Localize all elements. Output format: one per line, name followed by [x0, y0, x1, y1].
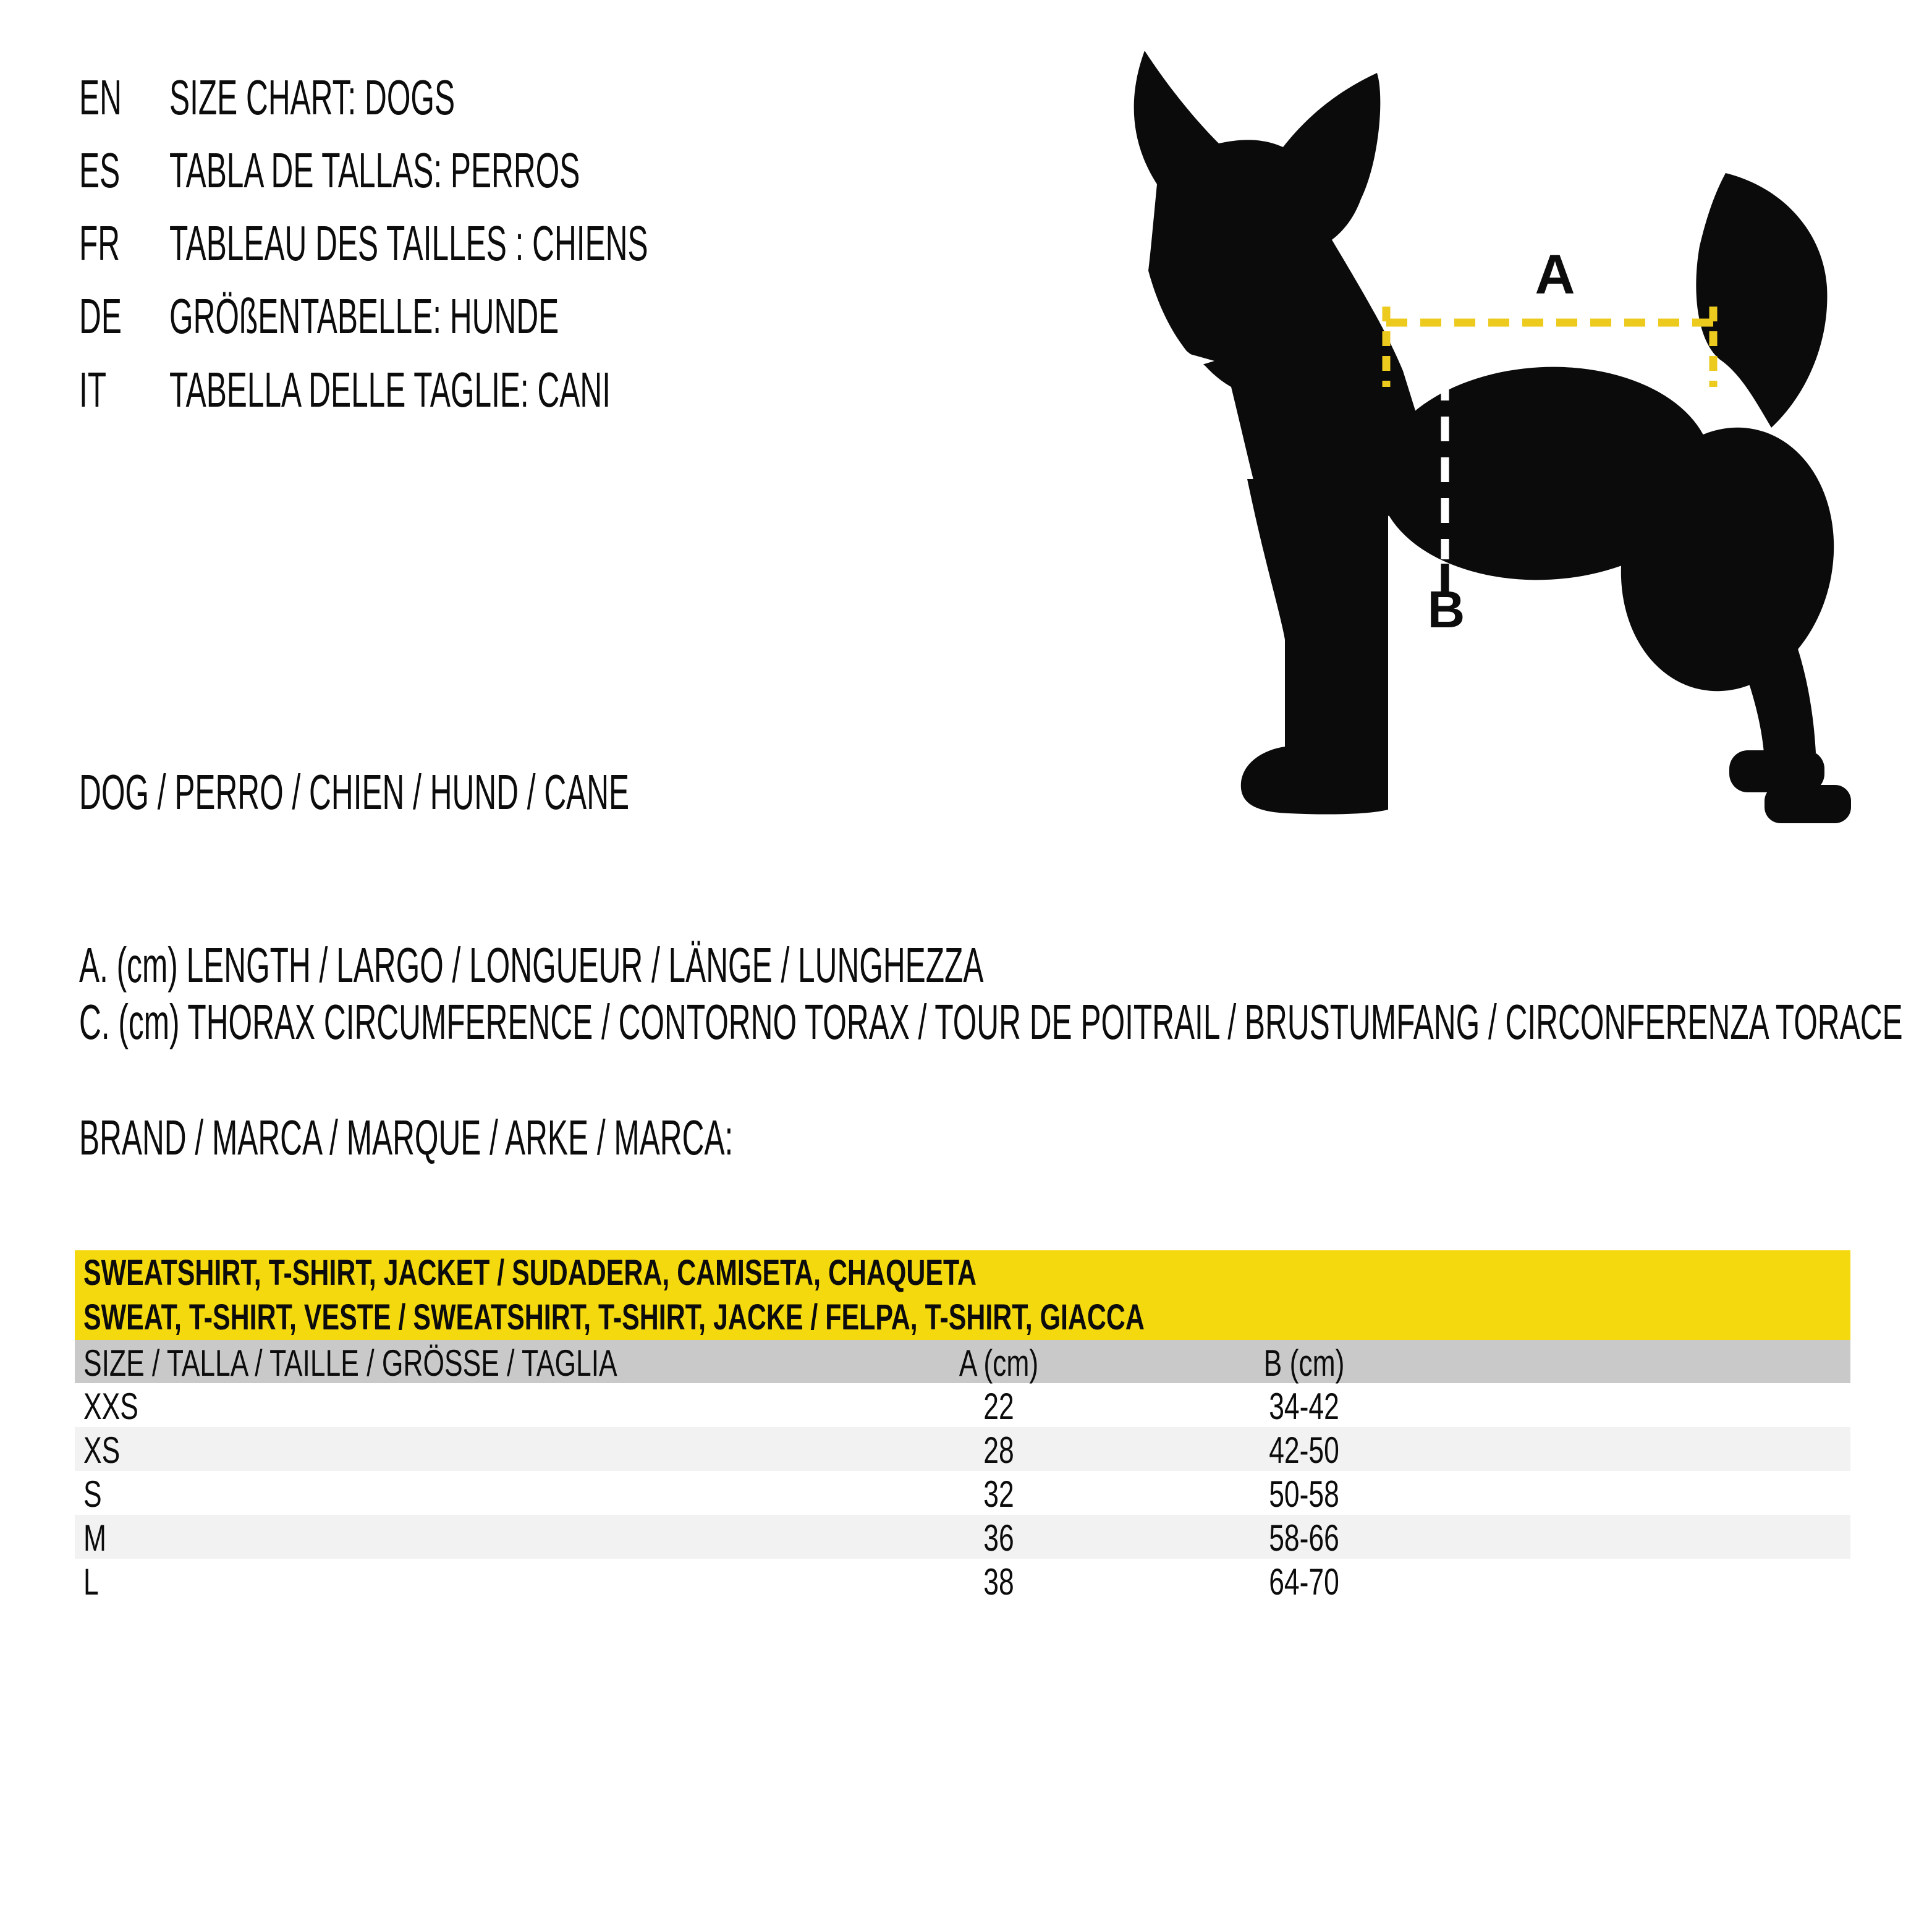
title-de: GRÖßENTABELLE: HUNDE	[169, 289, 559, 344]
row-a: 32	[983, 1473, 1014, 1515]
row-size: S	[83, 1473, 102, 1515]
table-row	[75, 1383, 1850, 1427]
banner-line-2: SWEAT, T-SHIRT, VESTE / SWEATSHIRT, T-SHIRT, JACKE / FELPA, T-SHIRT, GIACCA	[83, 1297, 1145, 1337]
row-a: 22	[983, 1386, 1014, 1427]
measure-note-a: A. (cm) LENGTH / LARGO / LONGUEUR / LÄNGE / LUNGHEZZA	[79, 938, 984, 993]
dog-silhouette	[1134, 51, 1858, 823]
table-row	[75, 1427, 1850, 1471]
row-a: 36	[983, 1517, 1014, 1559]
row-b: 58-66	[1269, 1517, 1339, 1559]
brand-line: BRAND / MARCA / MARQUE / ARKE / MARCA:	[79, 1110, 734, 1165]
row-b: 64-70	[1269, 1561, 1339, 1603]
header-b-col: B (cm)	[1263, 1342, 1345, 1384]
measure-b-label: B	[1427, 580, 1465, 638]
title-es: TABLA DE TALLAS: PERROS	[169, 143, 580, 198]
row-a: 28	[983, 1430, 1014, 1471]
row-a: 38	[983, 1561, 1014, 1603]
row-size: L	[83, 1561, 99, 1603]
measure-note-c: C. (cm) THORAX CIRCUMFERENCE / CONTORNO TORAX / TOUR DE POITRAIL / BRUSTUMFANG / CIRCONFERENZA TORACE	[79, 994, 1903, 1049]
row-b: 50-58	[1269, 1473, 1339, 1515]
row-b: 42-50	[1269, 1430, 1339, 1471]
title-it: TABELLA DELLE TAGLIE: CANI	[169, 362, 611, 417]
size-table-header	[75, 1340, 1850, 1383]
size-table-banner	[75, 1250, 1850, 1340]
header-a-col: A (cm)	[959, 1342, 1039, 1384]
table-row	[75, 1515, 1850, 1559]
row-size: XXS	[83, 1386, 138, 1427]
lang-code-it: IT	[79, 362, 107, 417]
lang-code-fr: FR	[79, 216, 121, 271]
title-en: SIZE CHART: DOGS	[169, 70, 455, 125]
title-fr: TABLEAU DES TAILLES : CHIENS	[169, 216, 648, 271]
lang-code-de: DE	[79, 289, 122, 344]
lang-code-en: EN	[79, 70, 122, 125]
table-row	[75, 1471, 1850, 1515]
row-size: XS	[83, 1430, 121, 1471]
lang-code-es: ES	[79, 143, 121, 198]
row-size: M	[83, 1517, 106, 1559]
measure-a-label: A	[1535, 244, 1575, 306]
banner-line-1: SWEATSHIRT, T-SHIRT, JACKET / SUDADERA, CAMISETA, CHAQUETA	[83, 1253, 977, 1293]
row-b: 34-42	[1269, 1386, 1339, 1427]
size-table	[75, 1250, 1850, 1603]
dog-measure-diagram	[1112, 37, 1860, 841]
table-row	[75, 1559, 1850, 1603]
header-size-col: SIZE / TALLA / TAILLE / GRÖSSE / TAGLIA	[83, 1342, 617, 1384]
dog-caption: DOG / PERRO / CHIEN / HUND / CANE	[79, 765, 630, 820]
